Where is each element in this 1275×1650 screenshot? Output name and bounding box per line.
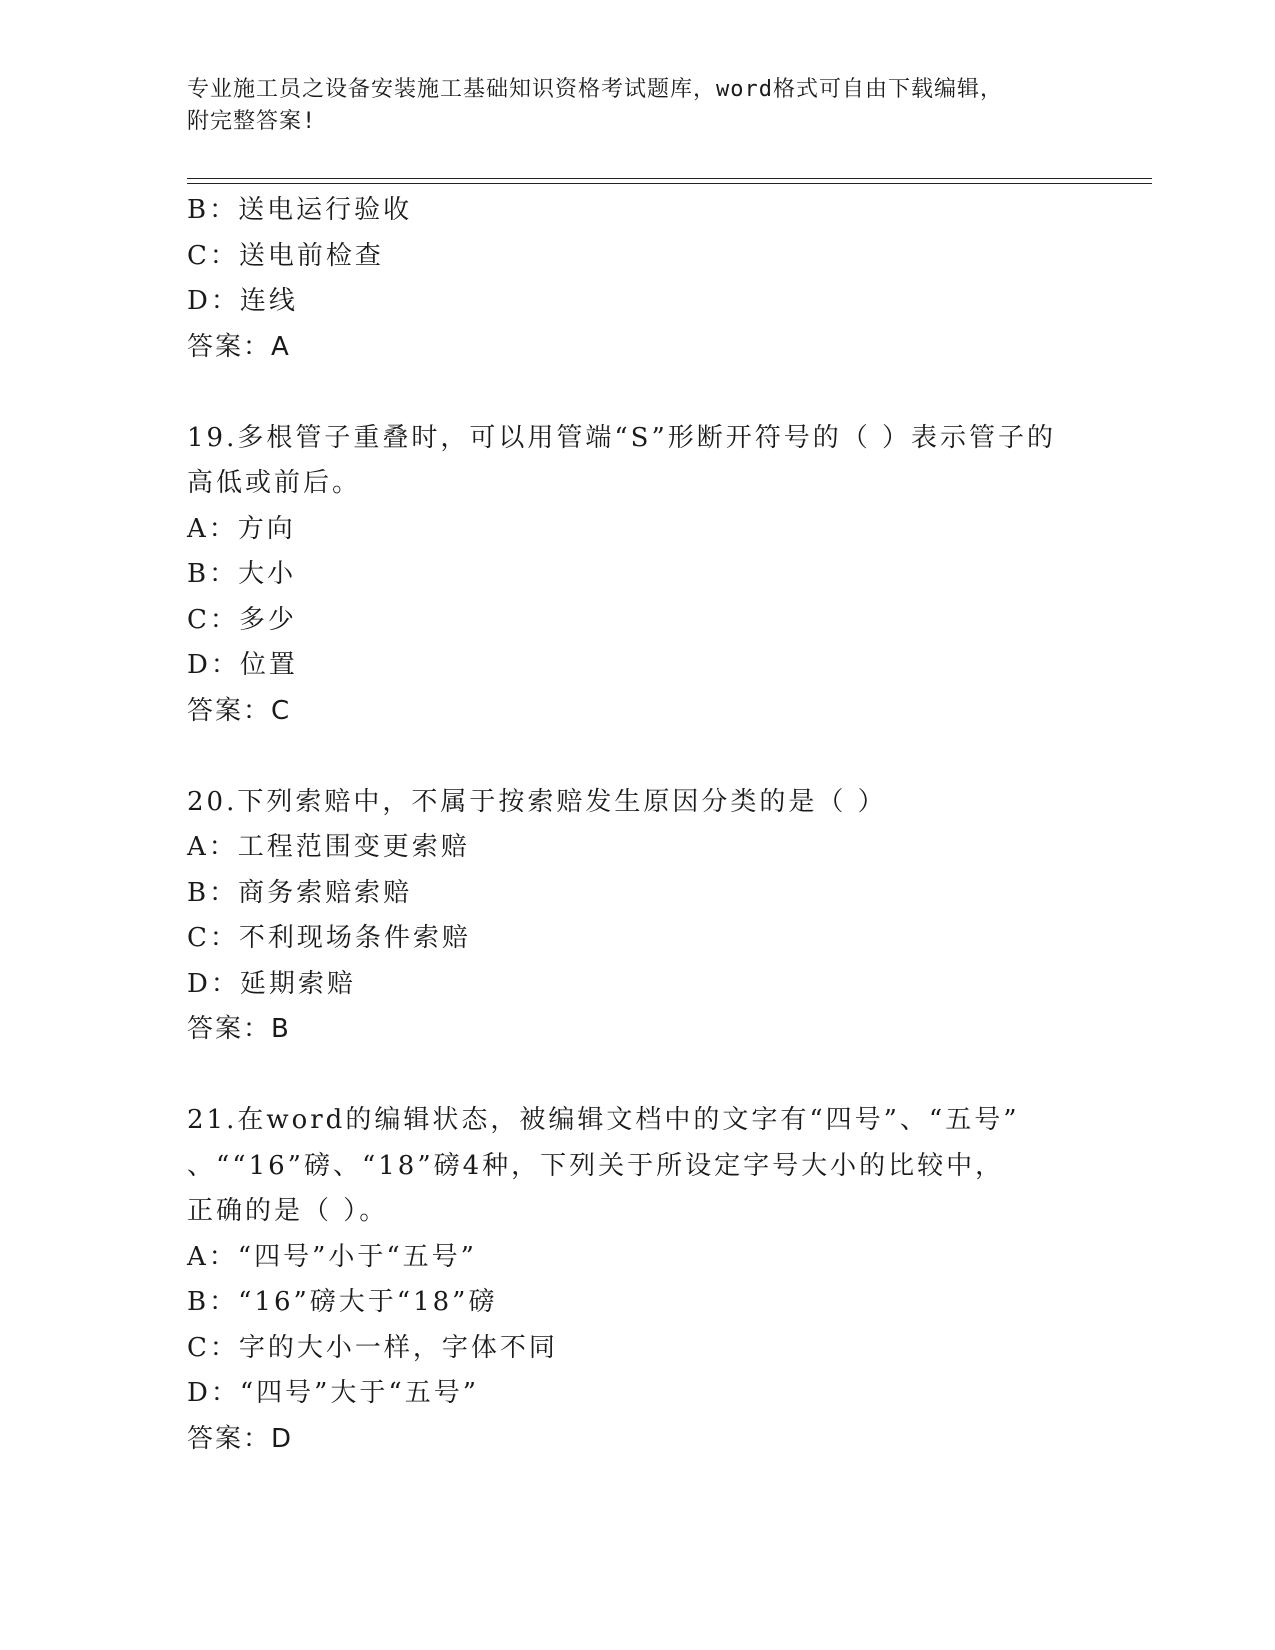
question-20 (187, 780, 1087, 1053)
header-line-1: 专业施工员之设备安装施工基础知识资格考试题库，word格式可自由下载编辑， (187, 77, 1003, 102)
answer-line: 答案：D (187, 1423, 294, 1454)
answer-line: 答案：A (187, 331, 291, 362)
header-line-2: 附完整答案! (187, 109, 317, 134)
option-c: C：多少 (187, 604, 297, 635)
question-text-line: 19.多根管子重叠时，可以用管端“S”形断开符号的（ ）表示管子的 (187, 422, 1057, 453)
question-19 (187, 416, 1087, 735)
header-divider-top (187, 178, 1152, 179)
option-a: A：工程范围变更索赔 (187, 832, 470, 862)
option-d: D：“四号”大于“五号” (187, 1378, 480, 1408)
option-c: C：不利现场条件索赔 (187, 923, 471, 953)
question-text-line: 正确的是（ ）。 (187, 1196, 389, 1226)
partial-question (187, 188, 1087, 370)
option-b: B：送电运行验收 (187, 195, 413, 225)
option-b: B：大小 (187, 559, 297, 589)
option-d: D：位置 (187, 650, 298, 680)
question-text-line: 高低或前后。 (187, 468, 362, 498)
answer-line: 答案：C (187, 695, 292, 726)
option-d: D：连线 (187, 286, 298, 316)
question-text-line: 21.在word的编辑状态，被编辑文档中的文字有“四号”、“五号” (187, 1105, 1020, 1135)
header-divider-bottom (187, 183, 1152, 184)
option-a: A：“四号”小于“五号” (187, 1241, 477, 1272)
question-text-line: 、““16”磅、“18”磅4种，下列关于所设定字号大小的比较中， (187, 1150, 1005, 1181)
question-text-line: 20.下列索赔中，不属于按索赔发生原因分类的是（ ） (187, 786, 887, 817)
answer-line: 答案：B (187, 1014, 291, 1044)
option-b: B：“16”磅大于“18”磅 (187, 1287, 498, 1317)
document-header (187, 74, 1087, 138)
question-list (187, 188, 1087, 1462)
question-21 (187, 1098, 1087, 1462)
option-d: D：延期索赔 (187, 968, 356, 999)
option-c: C：送电前检查 (187, 240, 384, 271)
option-a: A：方向 (187, 513, 296, 544)
option-b: B：商务索赔索赔 (187, 877, 413, 908)
option-c: C：字的大小一样，字体不同 (187, 1332, 558, 1363)
